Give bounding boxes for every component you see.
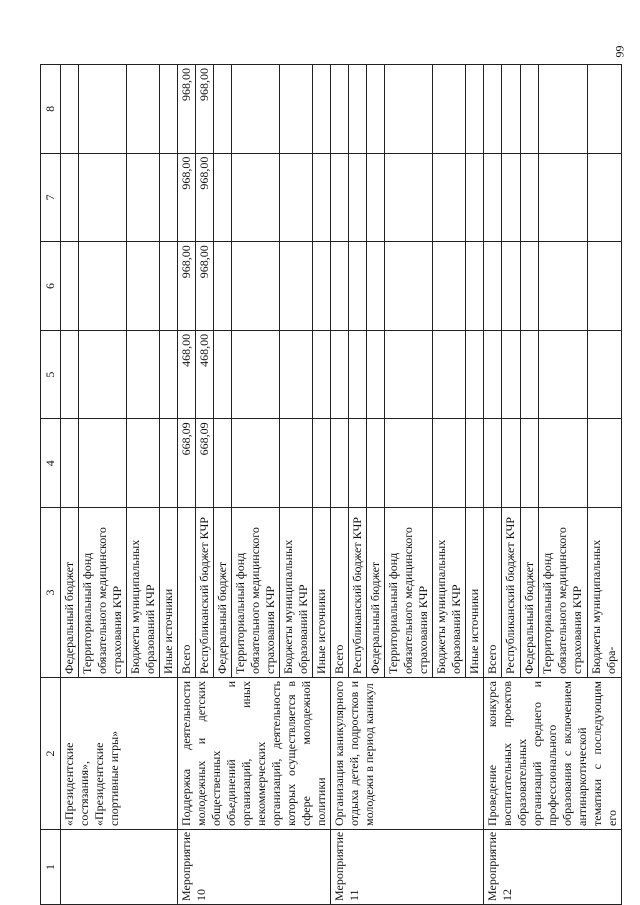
measure-id: Мероприятие 11 [331,830,484,905]
amount-cell [280,153,313,242]
amount-cell [214,65,232,154]
measure-id: Мероприятие 10 [178,830,331,905]
amount-cell [313,419,331,508]
measure-id [61,830,178,905]
funding-source: Всего [178,508,196,678]
amount-cell [331,65,349,154]
amount-cell [280,419,313,508]
amount-cell [484,153,502,242]
amount-cell [127,65,160,154]
amount-cell [484,242,502,331]
amount-cell [280,242,313,331]
amount-cell [484,330,502,419]
amount-cell [349,242,367,331]
measure-name: Поддержка деятельности молодежных и детских общественных объединений и организаций, иных некоммерческих организаций, деятельность которых осуществляется в сфере молодежной политики [178,678,331,830]
amount-cell: 668,09 [178,419,196,508]
amount-cell [502,330,520,419]
amount-cell [433,153,466,242]
amount-cell [520,153,538,242]
amount-cell: 968,00 [196,153,214,242]
amount-cell [214,153,232,242]
amount-cell [349,153,367,242]
amount-cell [280,330,313,419]
amount-cell [433,65,466,154]
amount-cell [160,330,178,419]
amount-cell [313,242,331,331]
amount-cell [232,153,280,242]
amount-cell [349,419,367,508]
amount-cell [232,242,280,331]
table-body [61,65,622,905]
amount-cell [466,419,484,508]
funding-source: Федеральный бюджет [214,508,232,678]
amount-cell: 968,00 [178,242,196,331]
amount-cell [127,153,160,242]
page-number: 99 [612,45,627,58]
amount-cell [160,242,178,331]
amount-cell [539,330,588,419]
amount-cell [61,65,79,154]
funding-source: Всего [484,508,502,678]
amount-cell: 468,00 [196,330,214,419]
column-header: 5 [41,330,61,419]
column-header: 8 [41,65,61,154]
amount-cell [367,153,385,242]
amount-cell [79,242,127,331]
amount-cell: 968,00 [178,65,196,154]
amount-cell [539,65,588,154]
table-row [331,65,349,905]
amount-cell [520,419,538,508]
header-row [41,65,61,905]
amount-cell [313,330,331,419]
funding-source: Бюджеты муниципальных образований КЧР [433,508,466,678]
budget-table [40,64,622,905]
amount-cell [331,242,349,331]
amount-cell [79,65,127,154]
amount-cell: 968,00 [196,65,214,154]
amount-cell [520,330,538,419]
amount-cell [127,330,160,419]
amount-cell [520,65,538,154]
amount-cell [160,419,178,508]
amount-cell [385,330,433,419]
amount-cell [385,419,433,508]
amount-cell [127,242,160,331]
funding-source: Республиканский бюджет КЧР [196,508,214,678]
amount-cell [331,330,349,419]
column-header: 4 [41,419,61,508]
amount-cell [232,330,280,419]
amount-cell [588,242,622,331]
amount-cell [588,419,622,508]
amount-cell [61,242,79,331]
funding-source: Федеральный бюджет [367,508,385,678]
measure-name: «Президентские состязания», «Президентские спортивные игры» [61,678,178,830]
amount-cell [433,330,466,419]
amount-cell [331,153,349,242]
amount-cell [466,242,484,331]
amount-cell [313,153,331,242]
amount-cell [367,65,385,154]
amount-cell [502,242,520,331]
funding-source: Бюджеты муниципальных образований КЧР [280,508,313,678]
amount-cell [349,65,367,154]
amount-cell [588,153,622,242]
funding-source: Бюджеты муниципальных образований КЧР [127,508,160,678]
amount-cell [232,419,280,508]
amount-cell [367,242,385,331]
amount-cell: 468,00 [178,330,196,419]
funding-source: Иные источники [160,508,178,678]
column-header: 6 [41,242,61,331]
funding-source: Территориальный фонд обязательного медицинского страхования КЧР [385,508,433,678]
amount-cell [313,65,331,154]
amount-cell [367,330,385,419]
funding-source: Территориальный фонд обязательного медицинского страхования КЧР [232,508,280,678]
column-header: 3 [41,508,61,678]
funding-source: Иные источники [466,508,484,678]
amount-cell [588,65,622,154]
amount-cell [367,419,385,508]
amount-cell [502,419,520,508]
amount-cell: 968,00 [178,153,196,242]
amount-cell [331,419,349,508]
amount-cell: 668,09 [196,419,214,508]
amount-cell [433,242,466,331]
funding-source: Федеральный бюджет [61,508,79,678]
amount-cell [385,242,433,331]
funding-source: Всего [331,508,349,678]
amount-cell [466,153,484,242]
amount-cell [61,419,79,508]
funding-source: Республиканский бюджет КЧР [349,508,367,678]
column-header: 1 [41,830,61,905]
amount-cell [539,419,588,508]
column-header: 7 [41,153,61,242]
amount-cell [502,65,520,154]
funding-source: Иные источники [313,508,331,678]
column-header: 2 [41,678,61,830]
amount-cell [61,330,79,419]
amount-cell [385,65,433,154]
amount-cell [61,153,79,242]
amount-cell [385,153,433,242]
amount-cell [433,419,466,508]
amount-cell [520,242,538,331]
amount-cell [502,153,520,242]
amount-cell [127,419,160,508]
amount-cell [539,153,588,242]
funding-source: Территориальный фонд обязательного медицинского страхования КЧР [79,508,127,678]
amount-cell [214,419,232,508]
amount-cell [466,65,484,154]
amount-cell [588,330,622,419]
amount-cell [79,153,127,242]
funding-source: Бюджеты муниципальных обра- [588,508,622,678]
amount-cell: 968,00 [196,242,214,331]
amount-cell [79,330,127,419]
amount-cell [349,330,367,419]
table-row [61,65,79,905]
funding-source: Федеральный бюджет [520,508,538,678]
amount-cell [232,65,280,154]
rotated-table-container [40,65,619,905]
measure-name: Организация каникулярного отдыха детей, подростков и молодежи в период каникул [331,678,484,830]
amount-cell [484,419,502,508]
amount-cell [214,330,232,419]
table-row [484,65,502,905]
amount-cell [214,242,232,331]
amount-cell [79,419,127,508]
table-row [178,65,196,905]
amount-cell [280,65,313,154]
amount-cell [484,65,502,154]
funding-source: Территориальный фонд обязательного медицинского страхования КЧР [539,508,588,678]
amount-cell [539,242,588,331]
funding-source: Республиканский бюджет КЧР [502,508,520,678]
measure-name: Проведение конкурса воспитательных проектов образовательных организаций среднего и профессионального образования с включением антинаркотической тематики с последующим его [484,678,622,830]
amount-cell [466,330,484,419]
amount-cell [160,65,178,154]
measure-id: Мероприятие 12 [484,830,622,905]
amount-cell [160,153,178,242]
